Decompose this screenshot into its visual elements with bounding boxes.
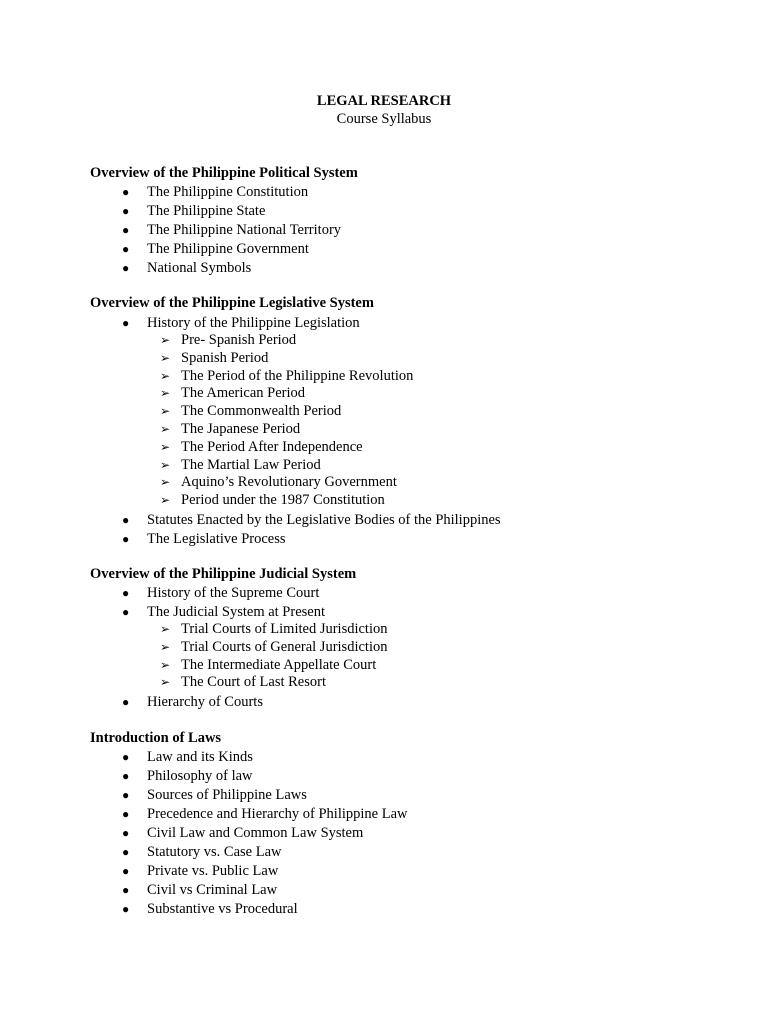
list-item <box>90 843 730 862</box>
bullet-dot-icon: ● <box>122 807 130 821</box>
list-item <box>90 881 730 900</box>
bullet-list <box>90 693 730 711</box>
sub-list-item <box>90 657 730 675</box>
bullet-dot-icon: ● <box>122 788 130 802</box>
list-item <box>90 748 730 767</box>
list-item-text: Civil Law and Common Law System <box>147 825 364 841</box>
arrowhead-icon: ➢ <box>160 350 171 365</box>
list-item <box>90 183 730 202</box>
list-item-text: The Philippine National Territory <box>147 222 342 238</box>
sub-list-item <box>90 385 730 403</box>
list-item <box>90 693 730 711</box>
bullet-dot-icon: ● <box>122 316 130 330</box>
sub-list-item <box>90 350 730 368</box>
arrowhead-icon: ➢ <box>160 493 171 508</box>
list-item-text: The Legislative Process <box>147 530 286 547</box>
list-item-text: Sources of Philippine Laws <box>147 787 307 803</box>
bullet-dot-icon: ● <box>122 242 130 256</box>
sub-list-item <box>90 621 730 639</box>
list-item <box>90 824 730 843</box>
sub-item-text: The Martial Law Period <box>181 456 321 473</box>
sub-item-text: The Period After Independence <box>181 438 363 455</box>
list-item <box>90 530 730 549</box>
bullet-dot-icon: ● <box>122 185 130 199</box>
section-introduction-of-laws <box>90 729 730 919</box>
list-item-text: Civil vs Criminal Law <box>147 882 278 898</box>
list-item-text: The Philippine State <box>147 203 266 219</box>
list-item <box>90 786 730 805</box>
arrowhead-icon: ➢ <box>160 386 171 401</box>
list-item-text: History of the Supreme Court <box>147 585 320 601</box>
list-item <box>90 240 730 259</box>
sub-list-item <box>90 474 730 492</box>
sub-list-item <box>90 368 730 386</box>
bullet-dot-icon: ● <box>122 261 130 275</box>
bullet-dot-icon: ● <box>122 531 130 546</box>
list-item <box>90 314 730 332</box>
sub-list-item <box>90 332 730 350</box>
sub-item-text: Spanish Period <box>181 349 269 366</box>
sub-list-item <box>90 403 730 421</box>
bullet-dot-icon: ● <box>122 769 130 783</box>
document-subtitle: Course Syllabus <box>336 111 432 127</box>
bullet-dot-icon: ● <box>122 204 130 218</box>
list-item-text: Philosophy of law <box>147 768 253 784</box>
list-item <box>90 511 730 530</box>
list-item <box>90 202 730 221</box>
list-item <box>90 767 730 786</box>
sub-list-item <box>90 639 730 657</box>
section-heading: Overview of the Philippine Judicial System <box>90 566 357 582</box>
arrowhead-icon: ➢ <box>160 404 171 419</box>
bullet-list <box>90 748 730 919</box>
bullet-dot-icon: ● <box>122 512 130 527</box>
sub-item-text: Period under the 1987 Constitution <box>181 492 385 509</box>
arrowhead-icon: ➢ <box>160 421 171 436</box>
sub-item-text: The Japanese Period <box>181 420 301 437</box>
bullet-dot-icon: ● <box>122 826 130 840</box>
arrowhead-icon: ➢ <box>160 622 171 636</box>
list-item <box>90 805 730 824</box>
list-item <box>90 603 730 621</box>
bullet-dot-icon: ● <box>122 864 130 878</box>
bullet-dot-icon: ● <box>122 750 130 764</box>
list-item-text: History of the Philippine Legislation <box>147 315 360 331</box>
sub-list-item <box>90 674 730 692</box>
sub-list <box>90 332 730 510</box>
list-item-text: Precedence and Hierarchy of Philippine Law <box>147 806 408 822</box>
list-item <box>90 900 730 919</box>
list-item-text: Private vs. Public Law <box>147 863 279 879</box>
list-item <box>90 584 730 603</box>
list-item-text: The Philippine Constitution <box>147 184 309 200</box>
arrowhead-icon: ➢ <box>160 333 171 347</box>
bullet-list <box>90 183 730 278</box>
sub-list-item <box>90 421 730 439</box>
bullet-list <box>90 511 730 549</box>
arrowhead-icon: ➢ <box>160 639 171 654</box>
sub-item-text: Trial Courts of Limited Jurisdiction <box>181 621 388 637</box>
list-item-text: National Symbols <box>147 260 252 276</box>
bullet-list <box>90 584 730 621</box>
sub-item-text: The Commonwealth Period <box>181 403 342 420</box>
list-item-text: Statutory vs. Case Law <box>147 844 282 860</box>
bullet-dot-icon: ● <box>122 586 130 600</box>
arrowhead-icon: ➢ <box>160 368 171 383</box>
sub-item-text: The Court of Last Resort <box>181 674 326 691</box>
list-item <box>90 862 730 881</box>
sub-list-item <box>90 457 730 475</box>
sub-list <box>90 621 730 692</box>
list-item <box>90 221 730 240</box>
bullet-dot-icon: ● <box>122 605 130 619</box>
sub-item-text: Pre- Spanish Period <box>181 332 297 348</box>
sub-item-text: The Intermediate Appellate Court <box>181 656 377 673</box>
arrowhead-icon: ➢ <box>160 475 171 490</box>
section-heading: Overview of the Philippine Political System <box>90 165 358 181</box>
bullet-dot-icon: ● <box>122 223 130 237</box>
bullet-dot-icon: ● <box>122 845 130 859</box>
bullet-dot-icon: ● <box>122 902 130 916</box>
arrowhead-icon: ➢ <box>160 457 171 472</box>
list-item <box>90 259 730 278</box>
section-heading: Overview of the Philippine Legislative System <box>90 295 374 311</box>
sub-list-item <box>90 492 730 510</box>
arrowhead-icon: ➢ <box>160 657 171 672</box>
arrowhead-icon: ➢ <box>160 439 171 454</box>
bullet-list <box>90 314 730 332</box>
list-item-text: The Judicial System at Present <box>147 604 325 620</box>
arrowhead-icon: ➢ <box>160 675 171 690</box>
section-political-system <box>90 164 730 278</box>
document-title: LEGAL RESEARCH <box>316 93 452 109</box>
bullet-dot-icon: ● <box>122 883 130 897</box>
list-item-text: Statutes Enacted by the Legislative Bodies of the Philippines <box>147 511 501 528</box>
list-item-text: Law and its Kinds <box>147 749 253 765</box>
section-legislative-system <box>90 294 730 549</box>
sub-item-text: The Period of the Philippine Revolution <box>181 367 414 384</box>
section-judicial-system <box>90 565 730 711</box>
sub-item-text: The American Period <box>181 385 306 402</box>
sub-item-text: Trial Courts of General Jurisdiction <box>181 638 388 655</box>
bullet-dot-icon: ● <box>122 695 130 710</box>
section-heading: Introduction of Laws <box>90 730 222 746</box>
sub-item-text: Aquino’s Revolutionary Government <box>181 474 397 491</box>
sub-list-item <box>90 439 730 457</box>
list-item-text: Hierarchy of Courts <box>147 694 263 711</box>
list-item-text: The Philippine Government <box>147 241 309 257</box>
list-item-text: Substantive vs Procedural <box>147 901 298 917</box>
